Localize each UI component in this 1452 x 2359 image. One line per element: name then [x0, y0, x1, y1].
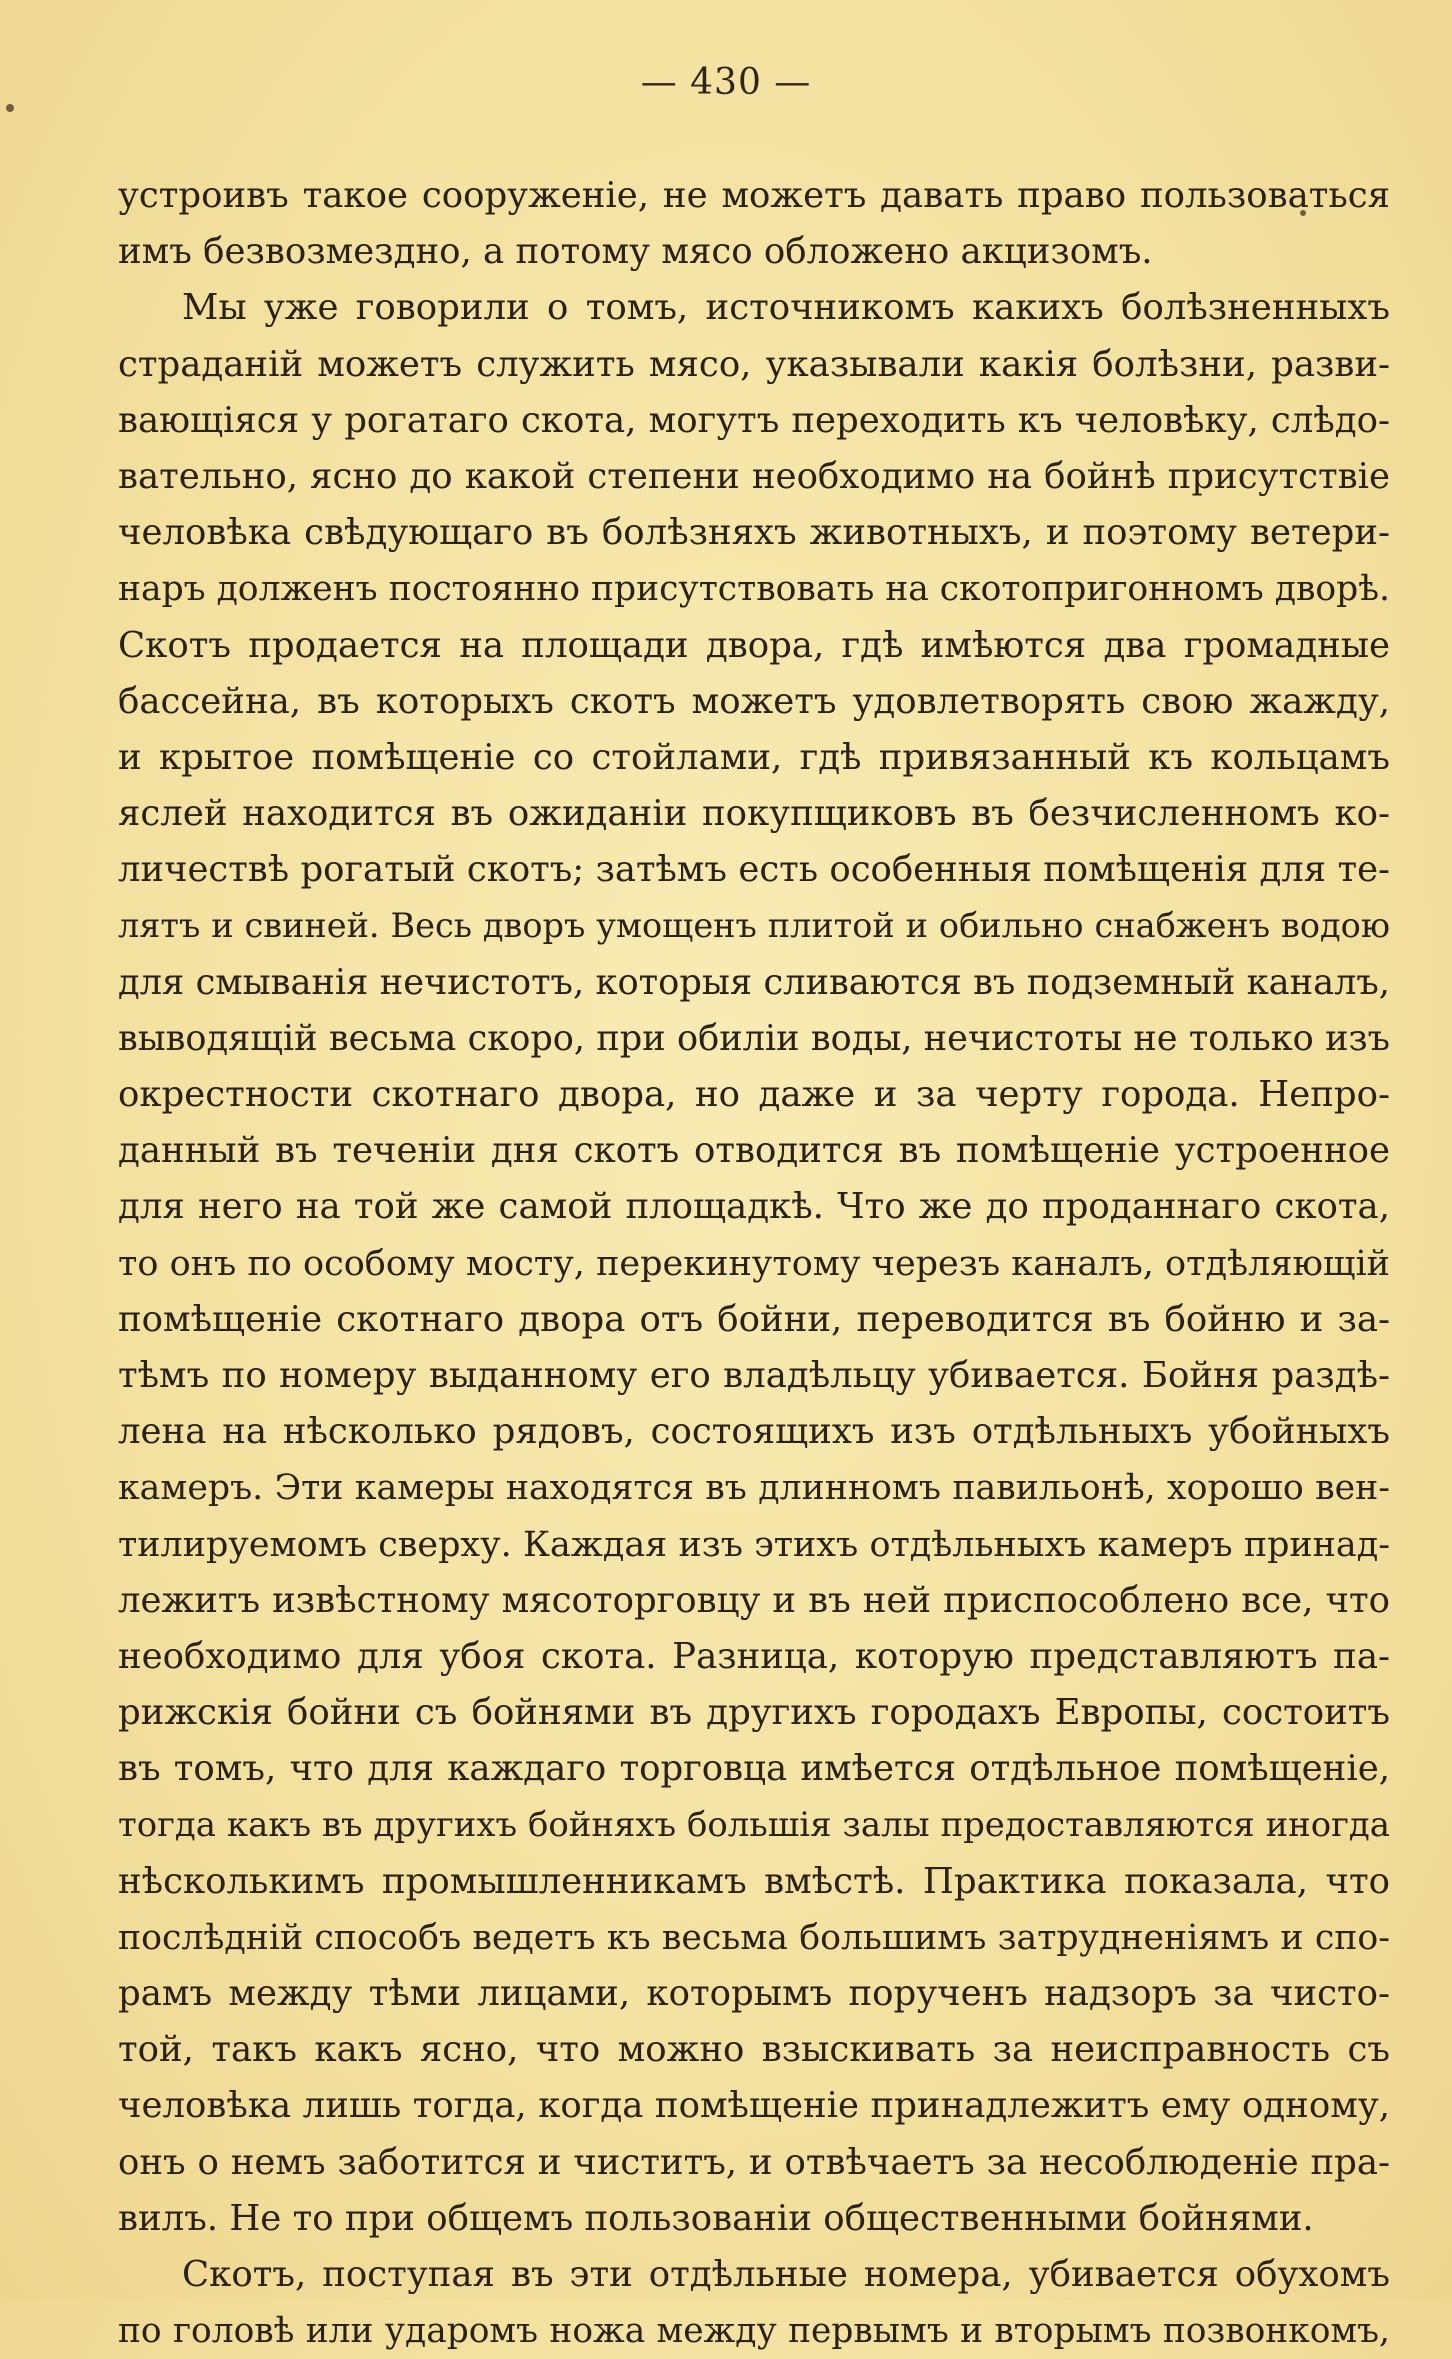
- text-line: рамъ между тѣми лицами, которымъ порученъ надзоръ за чисто-: [118, 1973, 1390, 2014]
- text-line: имъ безвозмездно, а потому мясо обложено акцизомъ.: [118, 231, 1153, 273]
- ink-spot: [6, 104, 14, 112]
- text-line: въ томъ, что для каждаго торговца имѣется отдѣльное помѣщеніе,: [118, 1748, 1390, 1790]
- text-line: Скотъ, поступая въ эти отдѣльные номера, убивается обухомъ: [182, 2253, 1390, 2295]
- text-line: тѣмъ по номеру выданному его владѣльцу убивается. Бойня раздѣ-: [118, 1354, 1390, 1396]
- text-line: устроивъ такое сооруженіе, не можетъ давать право пользоваться: [118, 175, 1390, 216]
- text-line: лятъ и свиней. Весь дворъ умощенъ плитой и обильно снабженъ водою: [118, 906, 1390, 946]
- text-line: той, такъ какъ ясно, что можно взыскивать за неисправность съ: [118, 2029, 1390, 2071]
- text-line: яслей находится въ ожиданіи покупщиковъ въ безчисленномъ ко-: [118, 793, 1390, 835]
- text-line: нѣсколькимъ промышленникамъ вмѣстѣ. Практика показала, что: [118, 1860, 1390, 1902]
- body-text: [118, 168, 1390, 2359]
- text-line: камеръ. Эти камеры находятся въ длинномъ павильонѣ, хорошо вен-: [118, 1468, 1390, 1509]
- text-line: данный въ теченіи дня скотъ отводится въ помѣщеніе устроенное: [118, 1130, 1390, 1172]
- text-line: страданій можетъ служить мясо, указывали какія болѣзни, разви-: [118, 343, 1390, 385]
- text-line: Мы уже говорили о томъ, источникомъ какихъ болѣзненныхъ: [182, 287, 1390, 329]
- text-line: и крытое помѣщеніе со стойлами, гдѣ привязанный къ кольцамъ: [118, 736, 1390, 778]
- text-line: тогда какъ въ другихъ бойняхъ большія залы предоставляются иногда: [118, 1805, 1390, 1845]
- text-line: тилируемомъ сверху. Каждая изъ этихъ отдѣльныхъ камеръ принад-: [118, 1524, 1390, 1565]
- text-line: для смыванія нечистотъ, которыя сливаются въ подземный каналъ,: [118, 961, 1390, 1003]
- text-line: рижскія бойни съ бойнями въ другихъ городахъ Европы, состоитъ: [118, 1692, 1390, 1734]
- text-line: личествѣ рогатый скотъ; затѣмъ есть особенныя помѣщенія для те-: [118, 849, 1390, 891]
- text-line: онъ о немъ заботится и чиститъ, и отвѣчаетъ за несоблюденіе пра-: [118, 2141, 1390, 2183]
- text-line: бассейна, въ которыхъ скотъ можетъ удовлетворять свою жажду,: [118, 680, 1390, 722]
- text-line: вательно, ясно до какой степени необходимо на бойнѣ присутствіе: [118, 455, 1390, 497]
- page-number: — 430 —: [640, 62, 812, 103]
- text-line: то онъ по особому мосту, перекинутому черезъ каналъ, отдѣляющій: [118, 1243, 1390, 1284]
- text-line: вающіяся у рогатаго скота, могутъ переходить къ человѣку, слѣдо-: [118, 399, 1390, 441]
- text-line: человѣка лишь тогда, когда помѣщеніе принадлежитъ ему одному,: [118, 2085, 1390, 2127]
- text-line: по головѣ или ударомъ ножа между первымъ и вторымъ позвонкомъ,: [118, 2311, 1390, 2352]
- text-line: послѣдній способъ ведетъ къ весьма большимъ затрудненіямъ и спо-: [118, 1917, 1390, 1958]
- text-line: выводящій весьма скоро, при обиліи воды, нечистоты не только изъ: [118, 1017, 1390, 1059]
- text-line: Скотъ продается на площади двора, гдѣ имѣются два громадные: [118, 624, 1390, 666]
- text-line: наръ долженъ постоянно присутствовать на скотопригонномъ дворѣ.: [118, 569, 1390, 610]
- text-line: для него на той же самой площадкѣ. Что же до проданнаго скота,: [118, 1186, 1390, 1228]
- text-line: лежитъ извѣстному мясоторговцу и въ ней приспособлено все, что: [118, 1579, 1390, 1621]
- text-line: необходимо для убоя скота. Разница, которую представляютъ па-: [118, 1635, 1390, 1677]
- text-line: лена на нѣсколько рядовъ, состоящихъ изъ отдѣльныхъ убойныхъ: [118, 1411, 1390, 1453]
- text-line: вилъ. Не то при общемъ пользованіи общественными бойнями.: [118, 2197, 1314, 2239]
- text-line: человѣка свѣдующаго въ болѣзняхъ животныхъ, и поэтому ветери-: [118, 512, 1390, 554]
- text-line: окрестности скотнаго двора, но даже и за черту города. Непро-: [118, 1074, 1390, 1115]
- text-line: помѣщеніе скотнаго двора отъ бойни, переводится въ бойню и за-: [118, 1298, 1390, 1340]
